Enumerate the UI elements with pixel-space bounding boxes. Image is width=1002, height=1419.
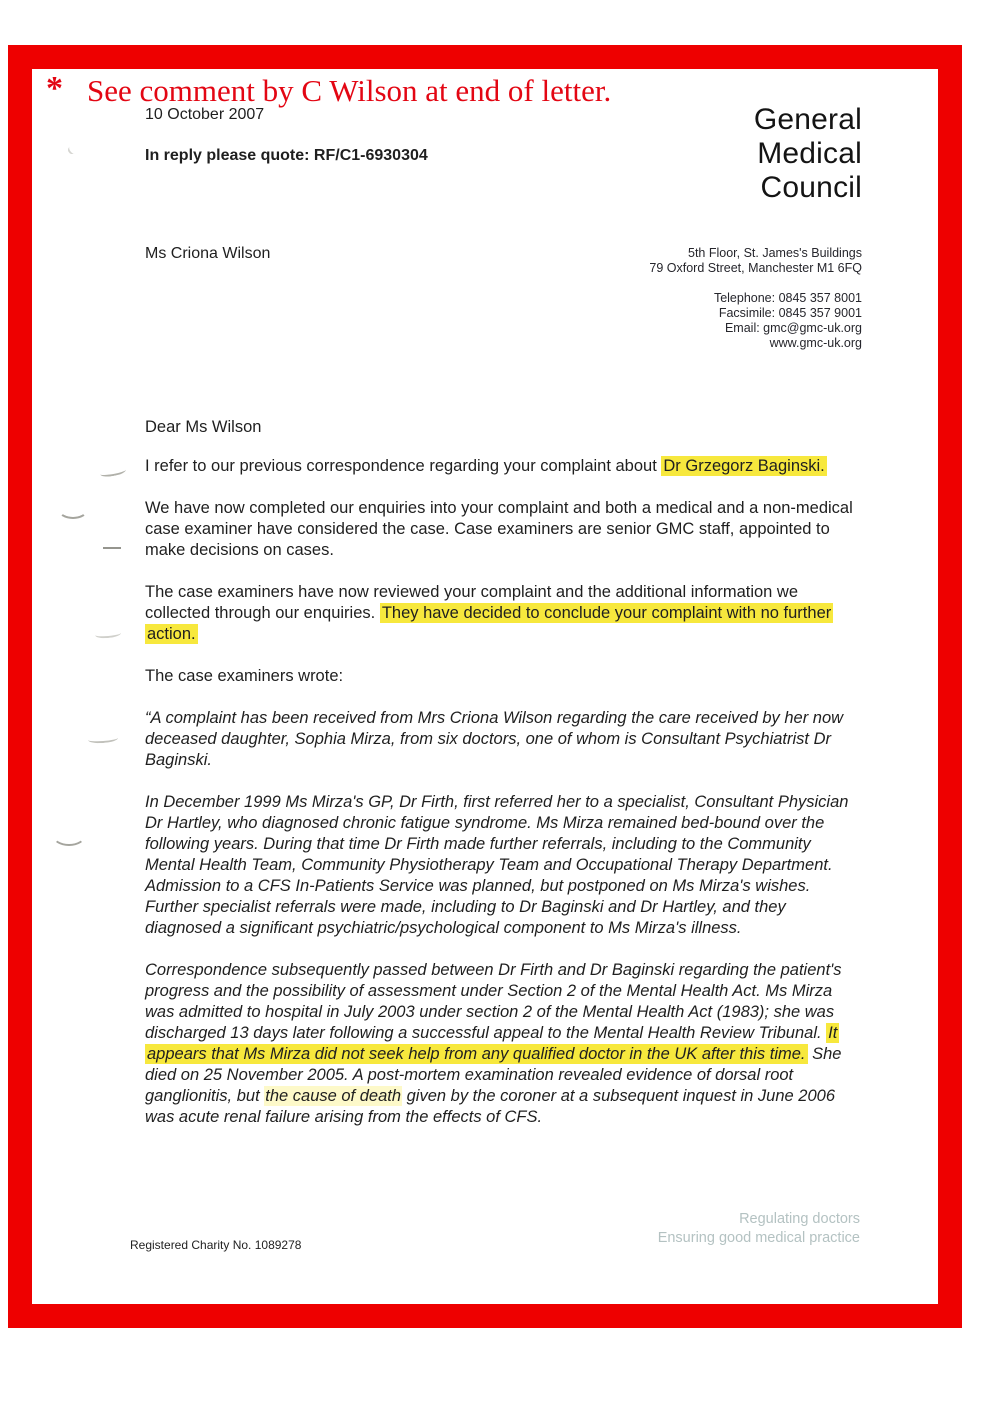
annotation-text: See comment by C Wilson at end of letter.	[87, 73, 612, 108]
text-line: 5th Floor, St. James's Buildings	[688, 246, 862, 260]
text-line: Email: gmc@gmc-uk.org	[724, 321, 862, 335]
pencil-mark	[88, 734, 118, 744]
text-line: Ensuring good medical practice	[657, 1230, 860, 1246]
pencil-mark	[100, 466, 127, 478]
gmc-logo	[754, 103, 862, 205]
text-line: Facsimile: 0845 357 9001	[718, 306, 862, 320]
reference-line: In reply please quote: RF/C1-6930304	[145, 147, 428, 164]
paragraph	[145, 666, 861, 687]
pencil-mark	[66, 144, 77, 155]
text-line: Telephone: 0845 357 8001	[713, 291, 862, 305]
text-line: 79 Oxford Street, Manchester M1 6FQ	[649, 261, 862, 275]
gmc-address	[649, 246, 862, 276]
pencil-mark	[103, 547, 121, 549]
text-segment: given by the coroner at a subsequent inquest in June 2006 was acute renal failure arising from the effects of CFS.	[145, 1087, 836, 1126]
paragraph	[145, 456, 861, 477]
highlighted-text: the cause of death	[265, 1087, 402, 1105]
recipient-name: Ms Criona Wilson	[145, 245, 271, 262]
text-segment: We have now completed our enquiries into your complaint and both a medical and a non-medical case examiner have considered the case. Case examiners are senior GMC staff, appointed to make decisions on cases.	[145, 499, 853, 559]
paragraph	[145, 708, 861, 771]
pencil-mark	[95, 629, 122, 639]
text-segment: “A complaint has been received from Mrs Criona Wilson regarding the care received by her now deceased daughter, Sophia Mirza, from six doctors, one of whom is Consultant Psychiatrist Dr Baginski.	[145, 709, 844, 769]
paragraph	[145, 498, 861, 561]
pencil-mark	[52, 824, 86, 846]
text-segment: The case examiners have now reviewed your complaint and the additional information we collected through our enquiries.	[145, 583, 799, 622]
text-segment: The case examiners wrote:	[145, 667, 344, 685]
text-line: Council	[760, 171, 862, 204]
highlighted-text: Dr Grzegorz Baginski.	[663, 457, 825, 475]
highlighted-text: It appears that Ms Mirza did not seek help from any qualified doctor in the UK after this time.	[147, 1024, 838, 1063]
gmc-tagline	[658, 1210, 860, 1248]
salutation: Dear Ms Wilson	[145, 418, 262, 436]
text-line: General	[753, 103, 862, 136]
text-line: Regulating doctors	[739, 1211, 860, 1227]
pencil-mark	[58, 500, 88, 519]
asterisk-marker: *	[46, 70, 63, 107]
letter-body	[145, 418, 861, 1149]
gmc-contact	[714, 291, 862, 351]
text-segment: In December 1999 Ms Mirza's GP, Dr Firth, first referred her to a specialist, Consultant Physician Dr Hartley, who diagnosed chronic fatigue syndrome. Ms Mirza remained bed-bound over the following years. During that time Dr Firth made further referrals, including to the Community Mental Health Team, Community Physiotherapy Team and Occupational Therapy Department. Admission to a CFS In-Patients Service was planned, but postponed on Ms Mirza's wishes. Further specialist referrals were made, including to Dr Baginski and Dr Hartley, and they diagnosed a significant psychiatric/psychological component to Ms Mirza's illness.	[145, 793, 849, 937]
text-segment: Correspondence subsequently passed between Dr Firth and Dr Baginski regarding the patient's progress and the possibility of assessment under Section 2 of the Mental Health Act. Ms Mirza was admitted to hospital in July 2003 under section 2 of the Mental Health Act (1983); she was discharged 13 days later following a successful appeal to the Mental Health Review Tribunal.	[145, 961, 842, 1042]
paragraph	[145, 792, 861, 939]
letter-date: 10 October 2007	[145, 106, 265, 123]
letter-paragraphs	[145, 456, 861, 1128]
paragraph	[145, 960, 861, 1128]
text-line: www.gmc-uk.org	[769, 336, 862, 350]
text-segment: I refer to our previous correspondence regarding your complaint about	[145, 457, 662, 475]
text-segment: She died on 25 November 2005. A post-mortem examination revealed evidence of dorsal root ganglionitis, but	[145, 1045, 842, 1105]
highlighted-text: They have decided to conclude your complaint with no further action.	[147, 604, 832, 643]
paragraph	[145, 582, 861, 645]
charity-number: Registered Charity No. 1089278	[130, 1238, 302, 1252]
reviewer-annotation	[46, 70, 611, 109]
text-line: Medical	[757, 137, 862, 170]
